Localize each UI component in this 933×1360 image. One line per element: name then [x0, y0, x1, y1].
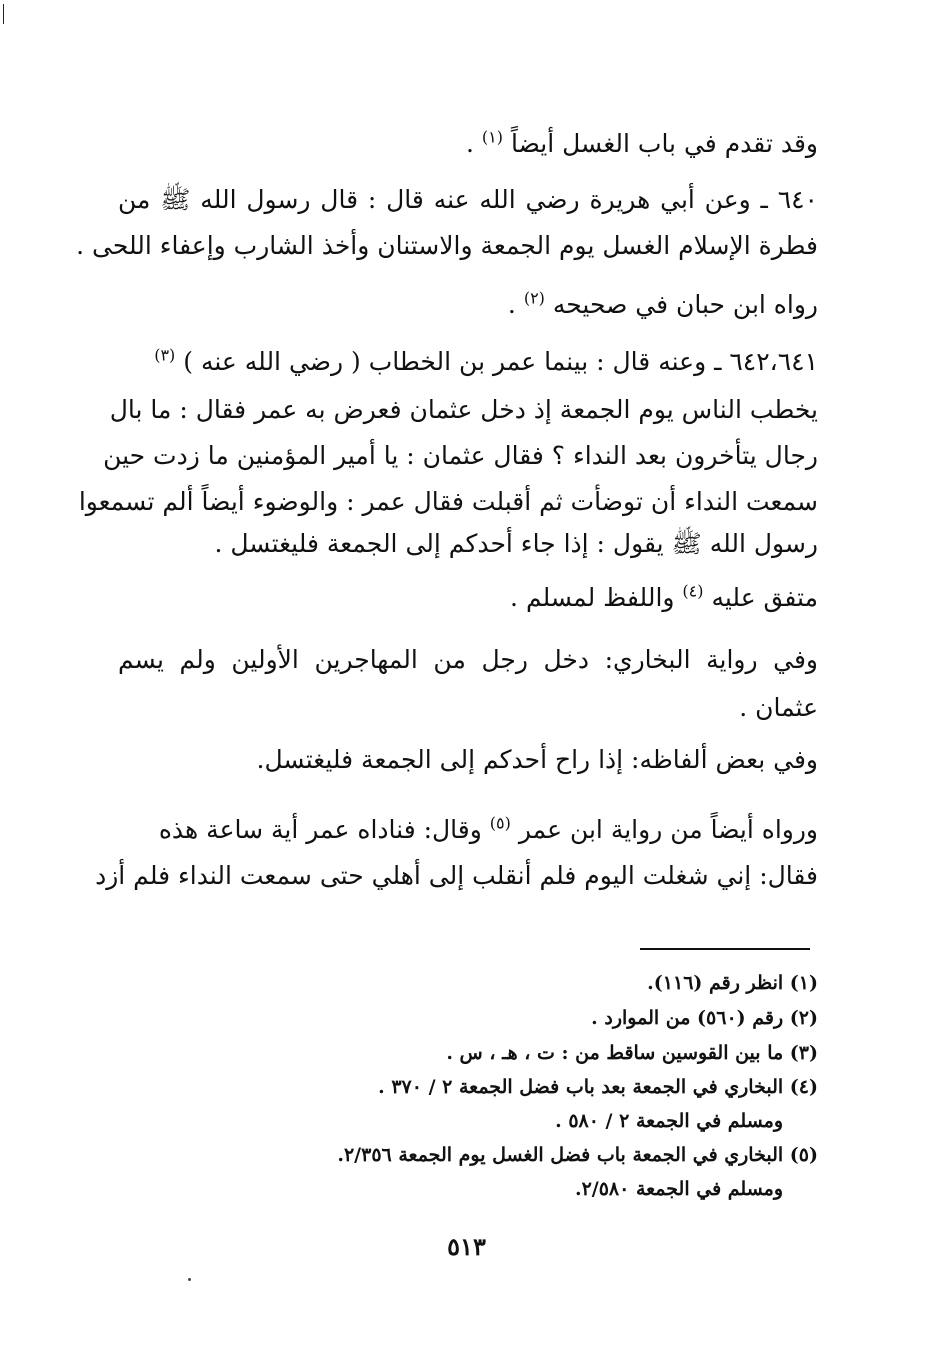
ibn-umar-line-1-text: ورواه أيضاً من رواية ابن عمر — [518, 815, 818, 844]
ibn-umar-line-2: فقال: إني شغلت اليوم فلم أنقلب إلى أهلي حتى سمعت النداء فلم أزد — [95, 861, 818, 890]
hadith-641-line-1-text: ٦٤٢،٦٤١ ـ وعنه قال : بينما عمر بن الخطاب ( رضي الله عنه ) — [183, 347, 818, 376]
hadith-641-line-5: رسول الله ﷺ يقول : إذا جاء أحدكم إلى الجمعة فليغتسل . — [214, 529, 818, 558]
ibn-hibban-text: رواه ابن حبان في صحيحه — [552, 290, 818, 319]
footnote-ref-1[interactable]: (١) — [481, 127, 503, 147]
paragraph-ibn-hibban — [118, 285, 818, 325]
muttafaq-end: واللفظ لمسلم . — [510, 583, 675, 612]
footnote-ref-4[interactable]: (٤) — [682, 581, 704, 601]
hadith-640-line-2: فطرة الإسلام الغسل يوم الجمعة والاستنان وأخذ الشارب وإعفاء اللحى . — [76, 231, 818, 260]
bukhari-narration-line-2: عثمان . — [739, 693, 818, 722]
muttafaq-text: متفق عليه — [711, 583, 818, 612]
paragraph-muttafaq — [118, 578, 818, 618]
page-number: ٥١٣ — [447, 1232, 486, 1261]
hadith-641-line-3: رجال يتأخرون بعد النداء ؟ فقال عثمان : يا أمير المؤمنين ما زدت حين — [103, 441, 818, 470]
ibn-umar-line-1-end: وقال: فناداه عمر أية ساعة هذه — [158, 815, 482, 844]
paragraph-1-end: . — [466, 129, 474, 158]
hadith-641-line-4: سمعت النداء أن توضأت ثم أقبلت فقال عمر : والوضوء أيضاً ألم تسمعوا — [78, 487, 818, 516]
ibn-umar-line-1 — [118, 810, 818, 850]
paragraph-1-text: وقد تقدم في باب الغسل أيضاً — [510, 129, 818, 158]
footnote-5: (٥) البخاري في الجمعة باب فضل الغسل يوم الجمعة ٢/٣٥٦. — [337, 1144, 818, 1166]
hadith-641-line-1 — [118, 342, 818, 382]
footnote-2: (٢) رقم (٥٦٠) من الموارد . — [591, 1007, 818, 1029]
footnote-ref-5[interactable]: (٥) — [489, 813, 511, 833]
some-wordings-line: وفي بعض ألفاظه: إذا راح أحدكم إلى الجمعة فليغتسل. — [256, 745, 818, 774]
footnote-4-continuation: ومسلم في الجمعة ٢ / ٥٨٠ . — [555, 1110, 783, 1132]
hadith-640-line-1: ٦٤٠ ـ وعن أبي هريرة رضي الله عنه قال : قال رسول الله ﷺ من — [118, 185, 818, 214]
hadith-641-line-2: يخطب الناس يوم الجمعة إذ دخل عثمان فعرض به عمر فقال : ما بال — [109, 395, 818, 424]
footnote-separator — [640, 948, 810, 950]
ibn-hibban-end: . — [507, 290, 516, 319]
paragraph-1 — [118, 124, 818, 164]
footnote-ref-2[interactable]: (٢) — [523, 288, 545, 308]
bukhari-narration-line-1: وفي رواية البخاري: دخل رجل من المهاجرين الأولين ولم يسم — [118, 645, 818, 674]
footnote-4: (٤) البخاري في الجمعة بعد باب فضل الجمعة ٢ / ٣٧٠ . — [378, 1076, 818, 1098]
footnote-5-continuation: ومسلم في الجمعة ٢/٥٨٠. — [574, 1178, 783, 1200]
footnote-1: (١) انظر رقم (١١٦). — [647, 972, 818, 994]
footnote-3: (٣) ما بين القوسين ساقط من : ت ، هـ ، س . — [446, 1042, 818, 1064]
scan-speck — [188, 1278, 191, 1281]
footnote-ref-3[interactable]: (٣) — [154, 345, 176, 365]
